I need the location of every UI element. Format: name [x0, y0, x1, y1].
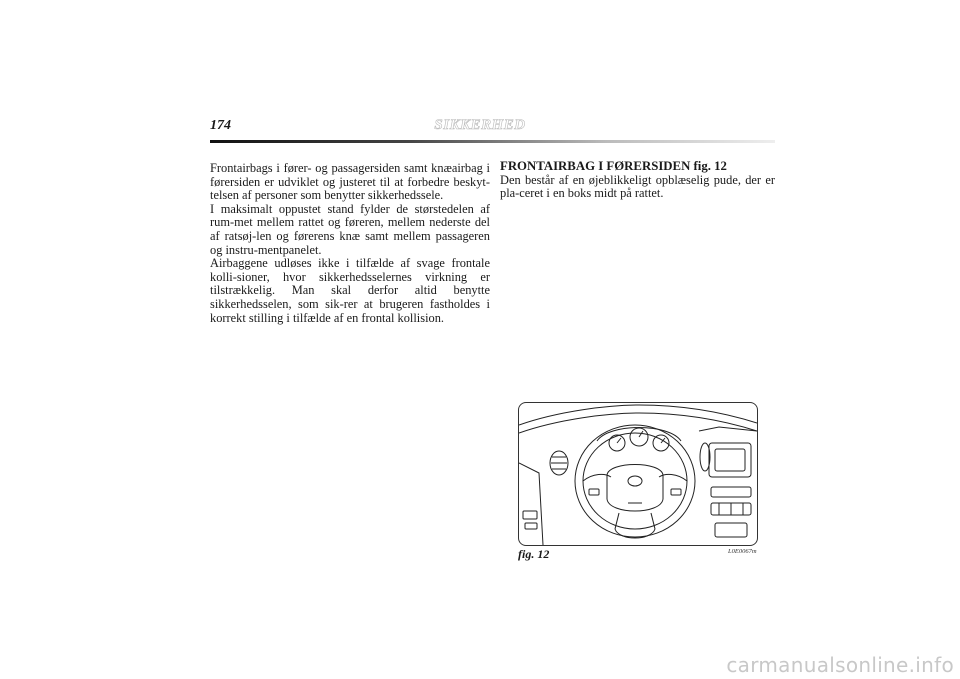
paragraph: Den består af en øjeblikkeligt opblæselig pude, der er pla-ceret i en boks midt på rattet. [500, 172, 775, 201]
figure-code: L0E0067m [728, 548, 757, 555]
right-column [500, 160, 775, 201]
section-heading: FRONTAIRBAG I FØRERSIDEN fig. 12 [500, 159, 727, 173]
paragraph: I maksimalt oppustet stand fylder de størstedelen af rum-met mellem rattet og føreren, mellem nederste del af ratsøj-len og førerens knæ samt mellem passageren og instru-mentpanelet. [210, 201, 490, 257]
page-number: 174 [210, 118, 231, 133]
watermark: carmanualsonline.info [726, 653, 954, 677]
steering-wheel-illustration [519, 403, 757, 545]
section-title: SIKKERHED [434, 117, 526, 133]
left-column [210, 162, 490, 325]
figure-label: fig. 12 [518, 547, 550, 561]
header-rule [210, 140, 775, 143]
figure-illustration [518, 402, 758, 546]
paragraph: Airbaggene udløses ikke i tilfælde af svage frontale kolli-sioner, hvor sikkerhedsselernes virkning er tilstrækkelig. Man skal derfor altid benytte sikkerhedsselen, som sik-rer at brugeren fastholdes i korrekt stilling i tilfælde af en frontal kollision. [210, 256, 490, 325]
paragraph: Frontairbags i fører- og passagersiden samt knæairbag i førersiden er udviklet og justeret til at forbedre beskyt-telsen af personer som benytter sikkerhedssele. [210, 161, 490, 203]
